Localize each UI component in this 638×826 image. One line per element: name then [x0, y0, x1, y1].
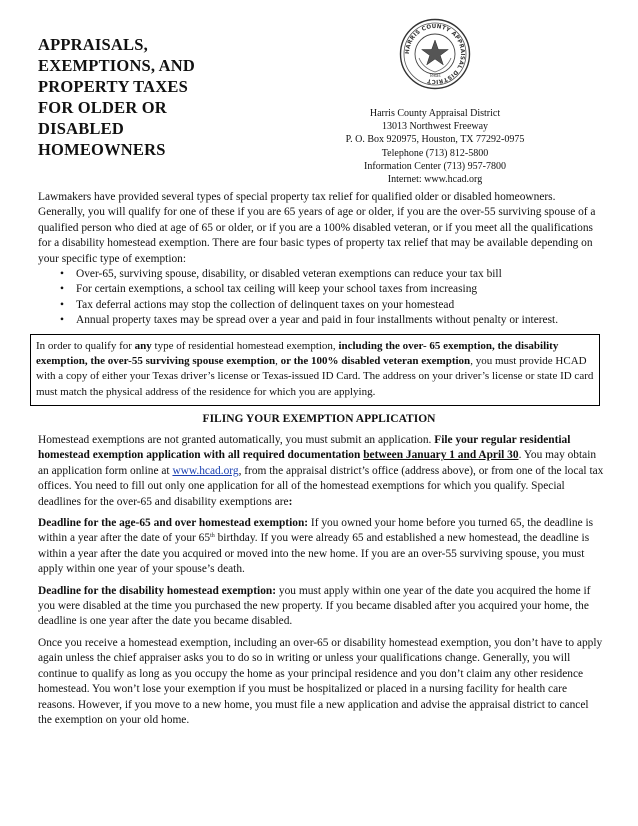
age65-deadline-paragraph	[38, 516, 604, 578]
notice-text: ,	[275, 355, 281, 368]
notice-text: In order to qualify for	[36, 340, 135, 352]
notice-bold: or the 100% disabled veteran exemption	[280, 355, 471, 368]
page-title	[38, 34, 268, 160]
address-line: Telephone (713) 812-5800	[381, 147, 489, 159]
paragraph-text: you must apply within one year of the date you acquired the home if you were disabled at the time you purchased the new property. If you became disabled after you acquired your home, the deadline is one year after the date you became disabled.	[38, 584, 591, 628]
filing-paragraph	[38, 433, 604, 510]
list-item: • Tax deferral actions may stop the collection of delinquent taxes on your homestead	[38, 298, 604, 313]
star-icon	[422, 40, 449, 65]
continuation-paragraph: Once you receive a homestead exemption, including an over-65 or disability homestead exemption, you don’t have to apply again unless the chief appraiser asks you to do so in writing or unless your qualifications change. Generally, you will continue to qualify as long as you occupy the home as your principal residence and you don’t claim any other residence homestead. You won’t lose your exemption if you must be hospitalized or placed in a nursing facility for health care reasons. However, if you move to a new home, you must file a new application and advise the appraisal district to cancel the exemption on your old home.	[38, 636, 603, 726]
paragraph-text: birthday. If you were already 65 and established a new homestead, the deadline is within a year after the date you acquired or moved into the new home. If you are an over-55 surviving spouse, you must apply within one year of your spouse’s death.	[38, 532, 590, 576]
title-line: FOR OLDER OR	[38, 98, 167, 117]
notice-text: , you must provide HCAD with a copy of either your Texas driver’s license or Texas-issued ID Card. The address on your driver’s license or state ID card must match the physical address of the residence for which you are applying.	[36, 355, 594, 398]
id-requirement-notice	[30, 334, 600, 406]
list-item: • Annual property taxes may be spread over a year and paid in four installments without penalty or interest.	[38, 313, 604, 328]
notice-bold: including the over- 65 exemption, the disability exemption, the over-55 surviving spouse exemption	[36, 340, 559, 368]
address-block	[330, 107, 540, 186]
address-line: Internet: www.hcad.org	[387, 174, 483, 186]
title-line: HOMEOWNERS	[38, 140, 166, 159]
relief-list	[38, 267, 604, 329]
bold-text: Deadline for the disability homestead exemption:	[38, 584, 277, 597]
notice-bold: any	[134, 340, 152, 352]
hcad-website-link[interactable]: www.hcad.org	[172, 464, 239, 477]
bold-colon: :	[288, 495, 293, 508]
title-line: DISABLED	[38, 119, 124, 138]
section-heading: FILING YOUR EXEMPTION APPLICATION	[202, 413, 436, 425]
paragraph-text: Homestead exemptions are not granted automatically, you must submit an application.	[38, 434, 435, 446]
paragraph-text: . You may obtain an application form online at	[38, 449, 597, 477]
list-item: • For certain exemptions, a school tax ceiling will keep your school taxes from increasing	[38, 282, 604, 297]
ordinal-suffix: th	[210, 533, 215, 540]
address-line: Information Center (713) 957-7800	[364, 160, 506, 172]
seal-ring-text: HARRIS COUNTY APPRAISAL DISTRICT	[404, 23, 466, 85]
title-line: PROPERTY TAXES	[38, 77, 188, 96]
list-item: • Over-65, surviving spouse, disability, or disabled veteran exemptions can reduce your tax bill	[38, 267, 604, 282]
bold-text: Deadline for the age-65 and over homestead exemption:	[38, 517, 309, 530]
title-line: APPRAISALS,	[38, 35, 148, 54]
hcad-seal-logo	[399, 18, 471, 90]
intro-section	[38, 190, 604, 329]
bold-text: File your regular residential homestead exemption application with all required documentation	[38, 434, 571, 462]
paragraph-text: If you owned your home before you turned 65, the deadline is within a year after the date of your 65	[38, 517, 594, 545]
filing-section	[38, 433, 604, 734]
address-line: P. O. Box 920975, Houston, TX 77292-0975	[345, 134, 525, 146]
notice-text: type of residential homestead exemption,	[151, 340, 339, 352]
title-line: EXEMPTIONS, AND	[38, 56, 196, 75]
deadline-dates: between January 1 and April 30	[363, 449, 519, 462]
address-line: Harris County Appraisal District	[369, 108, 501, 119]
disability-deadline-paragraph	[38, 584, 604, 630]
paragraph-text: , from the appraisal district’s office (address above), or from one of the local tax offices. You need to fill out only one application for all of the homestead exemptions for which you qualify. Special deadlines for the over-65 and disability exemptions are	[38, 464, 604, 508]
seal-center-text: Texas	[429, 73, 441, 78]
address-line: 13013 Northwest Freeway	[381, 121, 489, 133]
intro-paragraph: Lawmakers have provided several types of special property tax relief for qualified older or disabled homeowners. Generally, you will qualify for one of these if you are 65 years of age or older, if you are the over-55 surviving spouse of a qualified person who died at age of 65 or older, or if you are a 100% disabled veteran, or if you meet all the qualifications for a disability homestead exemption. There are four basic types of property tax relief that may be available depending on your specific type of exemption:	[38, 191, 596, 265]
